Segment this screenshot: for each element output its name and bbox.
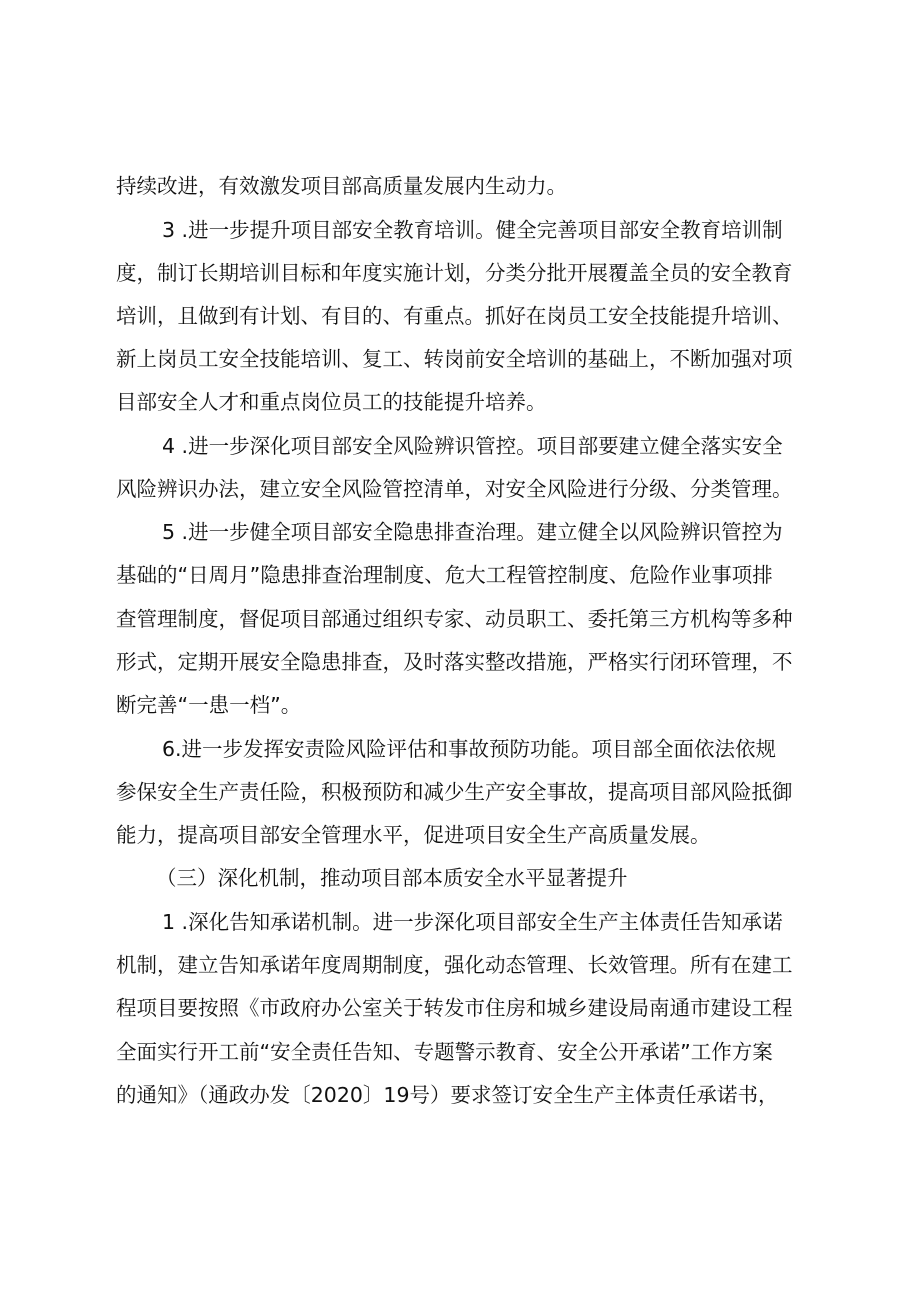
paragraph-line: 5 .进一步健全项目部安全隐患排查治理。建立健全以风险辨识管控为	[162, 520, 783, 544]
paragraph-line: 机制，建立告知承诺年度周期制度，强化动态管理、长效管理。所有在建工	[116, 953, 793, 977]
paragraph-line: 的通知》（通政办发〔2020〕19号）要求签订安全生产主体责任承诺书，	[116, 1083, 779, 1107]
paragraph-line: 能力，提高项目部安全管理水平，促进项目安全生产高质量发展。	[116, 823, 711, 847]
paragraph-line: 度，制订长期培训目标和年度实施计划，分类分批开展覆盖全员的安全教育	[116, 261, 793, 285]
paragraph-line: 新上岗员工安全技能培训、复工、转岗前安全培训的基础上，不断加强对项	[116, 347, 793, 371]
paragraph-line: 程项目要按照《市政府办公室关于转发市住房和城乡建设局南通市建设工程	[116, 996, 793, 1020]
paragraph-line: 目部安全人才和重点岗位员工的技能提升培养。	[116, 390, 547, 414]
paragraph-line: 断完善“一患一档”。	[116, 693, 302, 717]
paragraph-line: 4 .进一步深化项目部安全风险辨识管控。项目部要建立健全落实安全	[162, 434, 783, 458]
paragraph-line: 风险辨识办法，建立安全风险管控清单，对安全风险进行分级、分类管理。	[116, 477, 793, 501]
paragraph-line: 6.进一步发挥安责险风险评估和事故预防功能。项目部全面依法依规	[162, 737, 777, 761]
paragraph-line: 基础的“日周月”隐患排查治理制度、危大工程管控制度、危险作业事项排	[116, 563, 773, 587]
paragraph-line: 形式，定期开展安全隐患排查，及时落实整改措施，严格实行闭环管理，不	[116, 650, 793, 674]
paragraph-line: 持续改进，有效激发项目部高质量发展内生动力。	[116, 174, 567, 198]
paragraph-line: 1 .深化告知承诺机制。进一步深化项目部安全生产主体责任告知承诺	[162, 910, 783, 934]
paragraph-line: 培训，且做到有计划、有目的、有重点。抓好在岗员工安全技能提升培训、	[116, 304, 793, 328]
paragraph-line: 参保安全生产责任险，积极预防和减少生产安全事故，提高项目部风险抵御	[116, 780, 793, 804]
paragraph-line: 全面实行开工前“安全责任告知、专题警示教育、安全公开承诺”工作方案	[116, 1040, 773, 1064]
paragraph-line: 查管理制度，督促项目部通过组织专家、动员职工、委托第三方机构等多种	[116, 607, 793, 631]
section-heading: （三）深化机制，推动项目部本质安全水平显著提升	[156, 866, 628, 890]
paragraph-line: 3 .进一步提升项目部安全教育培训。健全完善项目部安全教育培训制	[162, 218, 783, 242]
